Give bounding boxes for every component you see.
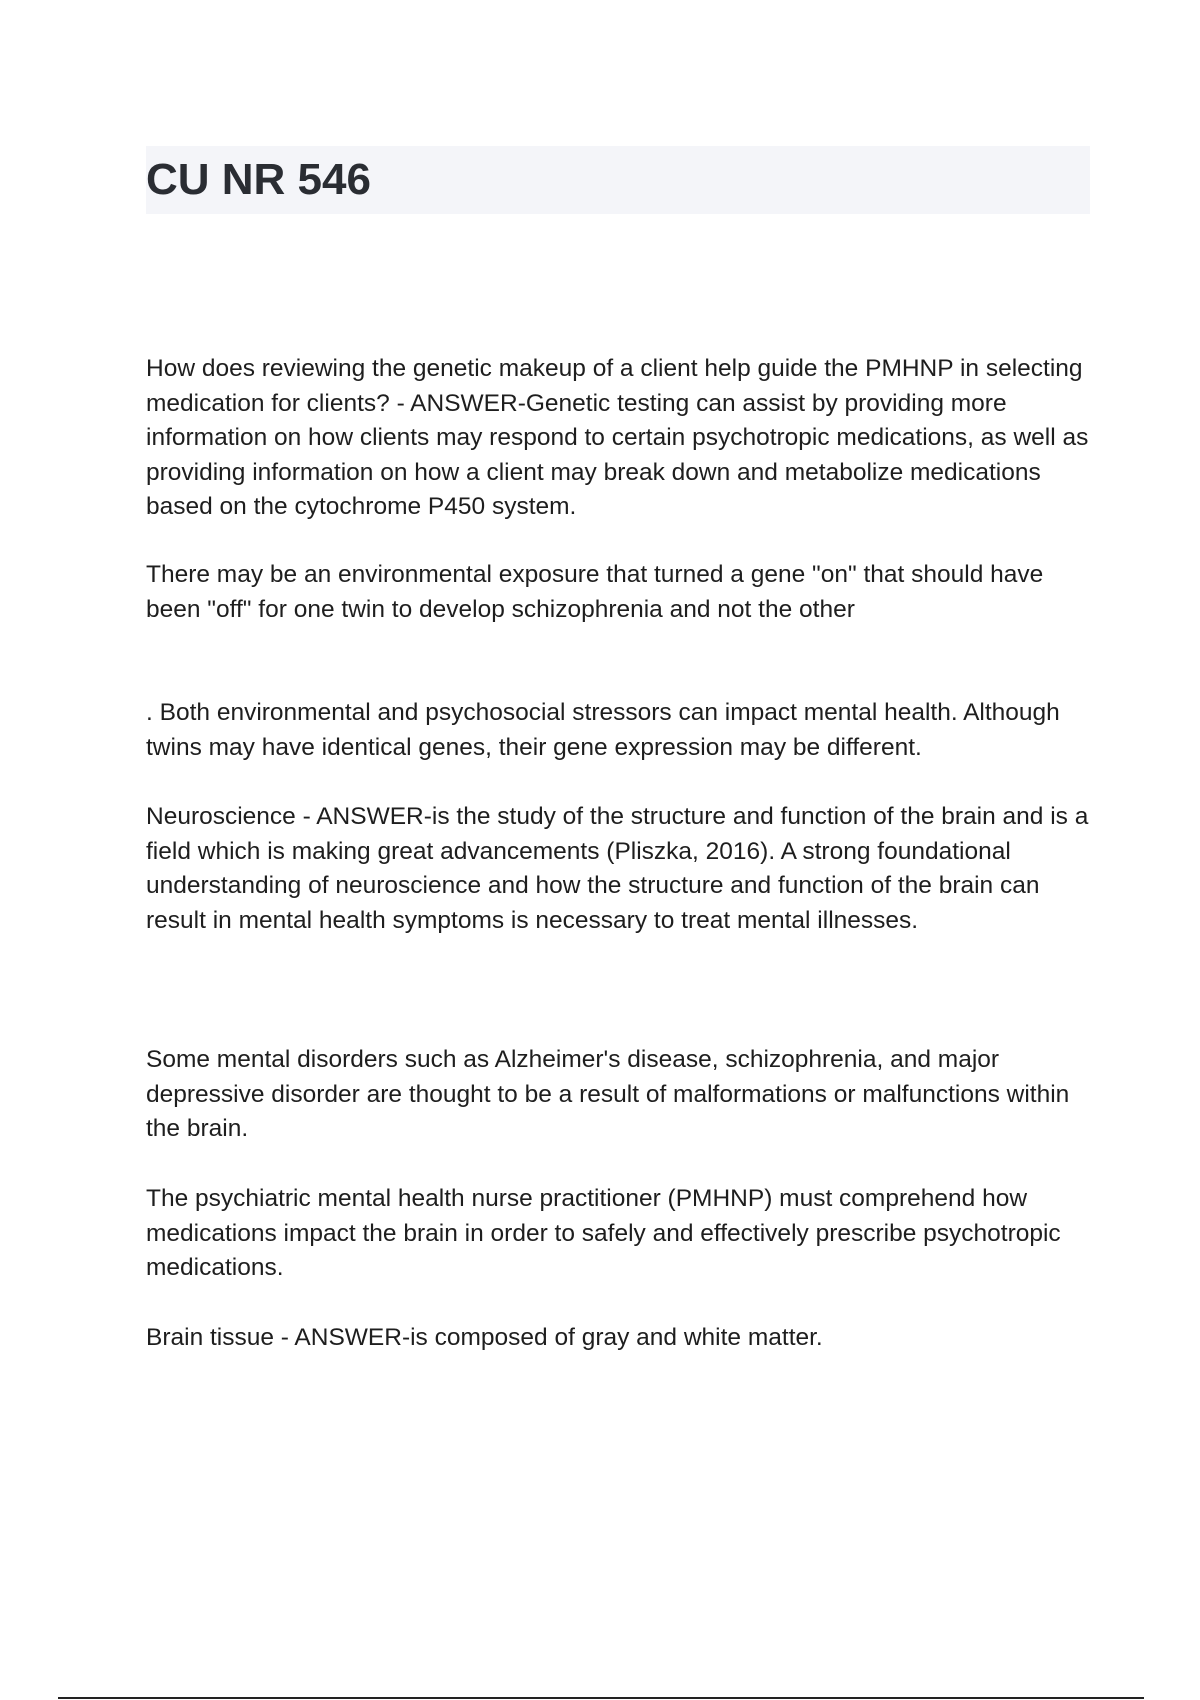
paragraph-environmental-exposure	[146, 558, 1096, 627]
paragraph-neuroscience	[146, 800, 1096, 938]
paragraph-text: The psychiatric mental health nurse practitioner (PMHNP) must comprehend how medications impact the brain in order to safely and effectively prescribe psychotropic medications.	[146, 1185, 1061, 1281]
paragraph-stressors	[146, 696, 1096, 765]
paragraph-text: How does reviewing the genetic makeup of a client help guide the PMHNP in selecting medication for clients? - ANSWER-Genetic testing can assist by providing more information on how clients may respond to certain psychotropic medications, as well as providing information on how a client may break down and metabolize medications based on the cytochrome P450 system.	[146, 355, 1089, 520]
paragraph-mental-disorders	[146, 1043, 1096, 1147]
document-title: CU NR 546	[146, 155, 371, 204]
paragraph-text: Brain tissue - ANSWER-is composed of gray and white matter.	[146, 1324, 823, 1351]
paragraph-text: Neuroscience - ANSWER-is the study of the structure and function of the brain and is a field which is making great advancements (Pliszka, 2016). A strong foundational understanding of neuroscience and how the structure and function of the brain can result in mental health symptoms is necessary to treat mental illnesses.	[146, 803, 1089, 934]
paragraph-genetic-makeup	[146, 352, 1096, 525]
page-bottom-rule	[58, 1697, 1144, 1699]
paragraph-pmhnp-role	[146, 1182, 1096, 1286]
paragraph-brain-tissue	[146, 1321, 1096, 1356]
paragraph-text: . Both environmental and psychosocial stressors can impact mental health. Although twins may have identical genes, their gene expression may be different.	[146, 699, 1060, 761]
paragraph-text: Some mental disorders such as Alzheimer's disease, schizophrenia, and major depressive disorder are thought to be a result of malformations or malfunctions within the brain.	[146, 1046, 1070, 1142]
paragraph-text: There may be an environmental exposure that turned a gene "on" that should have been "off" for one twin to develop schizophrenia and not the other	[146, 561, 1044, 623]
